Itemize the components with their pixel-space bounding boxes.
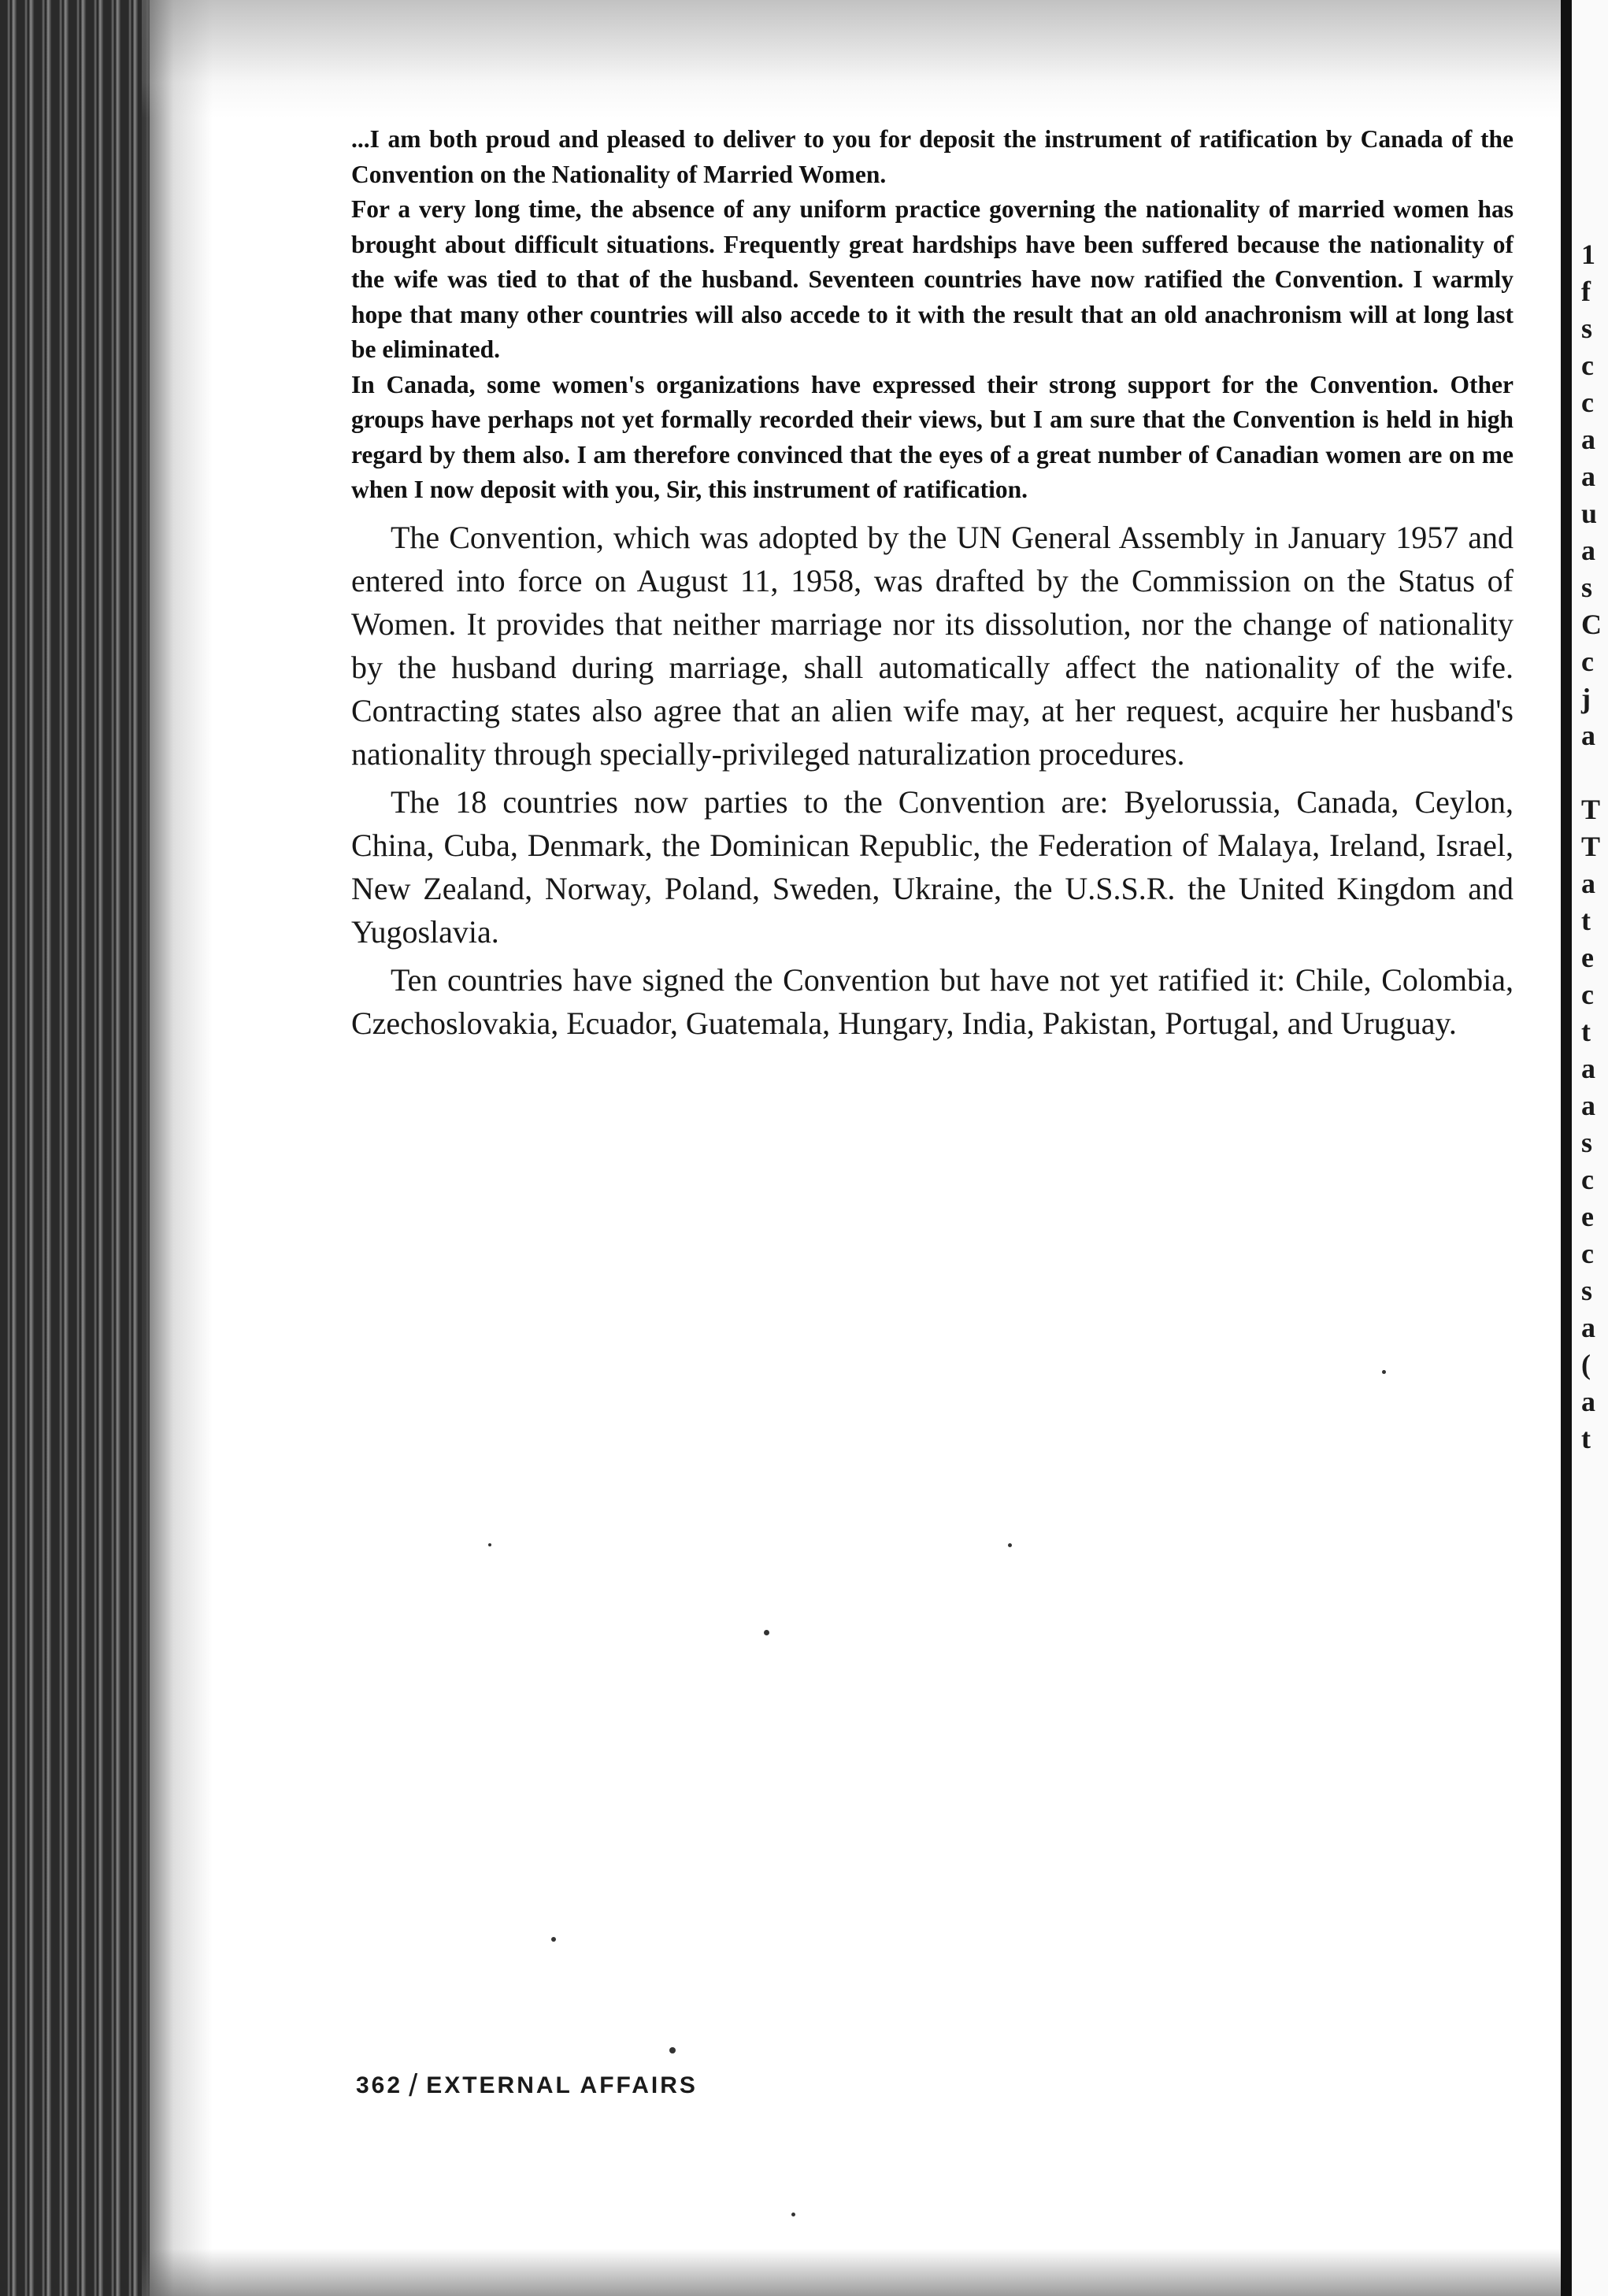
body-paragraph-3: Ten countries have signed the Convention but have not yet ratified it: Chile, Colombia, Czechoslovakia, Ecuador, Guatemala, Hungary, India, Pakistan, Portugal, and Uruguay. bbox=[351, 961, 1514, 1041]
page-footer bbox=[356, 2068, 698, 2104]
publication-name: EXTERNAL AFFAIRS bbox=[426, 2072, 698, 2098]
body-paragraph-1: The Convention, which was adopted by the UN General Assembly in January 1957 and entered into force on August 11, 1958, was drafted by the Commission on the Status of Women. It provides that neither marriage nor its dissolution, nor the change of nationality by the husband during marriage, shall automatically affect the nationality of the wife. Contracting states also agree that an alien wife may, at her request, acquire her husband's nationality through specially-privileged naturalization procedures. bbox=[351, 519, 1514, 772]
body-paragraph-2: The 18 countries now parties to the Convention are: Byelorussia, Canada, Ceylon, China, Cuba, Denmark, the Dominican Republic, the Federation of Malaya, Ireland, Israel, New Zealand, Norway, Poland, Sweden, Ukraine, the U.S.S.R. the United Kingdom and Yugoslavia. bbox=[351, 783, 1514, 950]
book-binding-edge bbox=[0, 0, 150, 2296]
quote-paragraph-2: For a very long time, the absence of any uniform practice governing the nationality of married women has brought about difficult situations. Frequently great hardships have been suffered because the nationality of the wife was tied to that of the husband. Seventeen countries have now ratified the Convention. I warmly hope that many other countries will also accede to it with the result that an old anachronism will at long last be eliminated. bbox=[351, 195, 1514, 363]
next-page-edge bbox=[1561, 0, 1608, 2296]
article-body bbox=[351, 516, 1514, 1045]
binding-shadow bbox=[142, 0, 213, 2296]
top-scan-noise bbox=[142, 0, 1591, 118]
page-number: 362 bbox=[356, 2072, 403, 2098]
quote-paragraph-3: In Canada, some women's organizations have expressed their strong support for the Convention. Other groups have perhaps not yet formally recorded their views, but I am sure that the Convention is held in high regard by them also. I am therefore convinced that the eyes of a great number of Canadian women are on me when I now deposit with you, Sir, this instrument of ratification. bbox=[351, 370, 1514, 503]
scan-speck bbox=[669, 2047, 676, 2053]
scan-speck bbox=[488, 1543, 491, 1546]
quote-paragraph-1: ...I am both proud and pleased to deliver to you for deposit the instrument of ratification by Canada of the Convention on the Nationality of Married Women. bbox=[351, 125, 1514, 188]
scan-speck bbox=[791, 2213, 795, 2216]
quoted-statement bbox=[351, 122, 1514, 508]
scan-speck bbox=[1382, 1370, 1386, 1374]
scan-speck bbox=[764, 1630, 769, 1635]
scan-speck bbox=[551, 1937, 556, 1942]
page-content bbox=[351, 122, 1514, 1050]
next-page-edge-letters: 1 f s c c a a u a s C c j a T T a t e c t a a s c e c s a ( a t bbox=[1581, 239, 1602, 1454]
scan-speck bbox=[1008, 1543, 1012, 1547]
footer-separator: / bbox=[409, 2068, 421, 2103]
bottom-scan-noise bbox=[142, 2249, 1606, 2296]
